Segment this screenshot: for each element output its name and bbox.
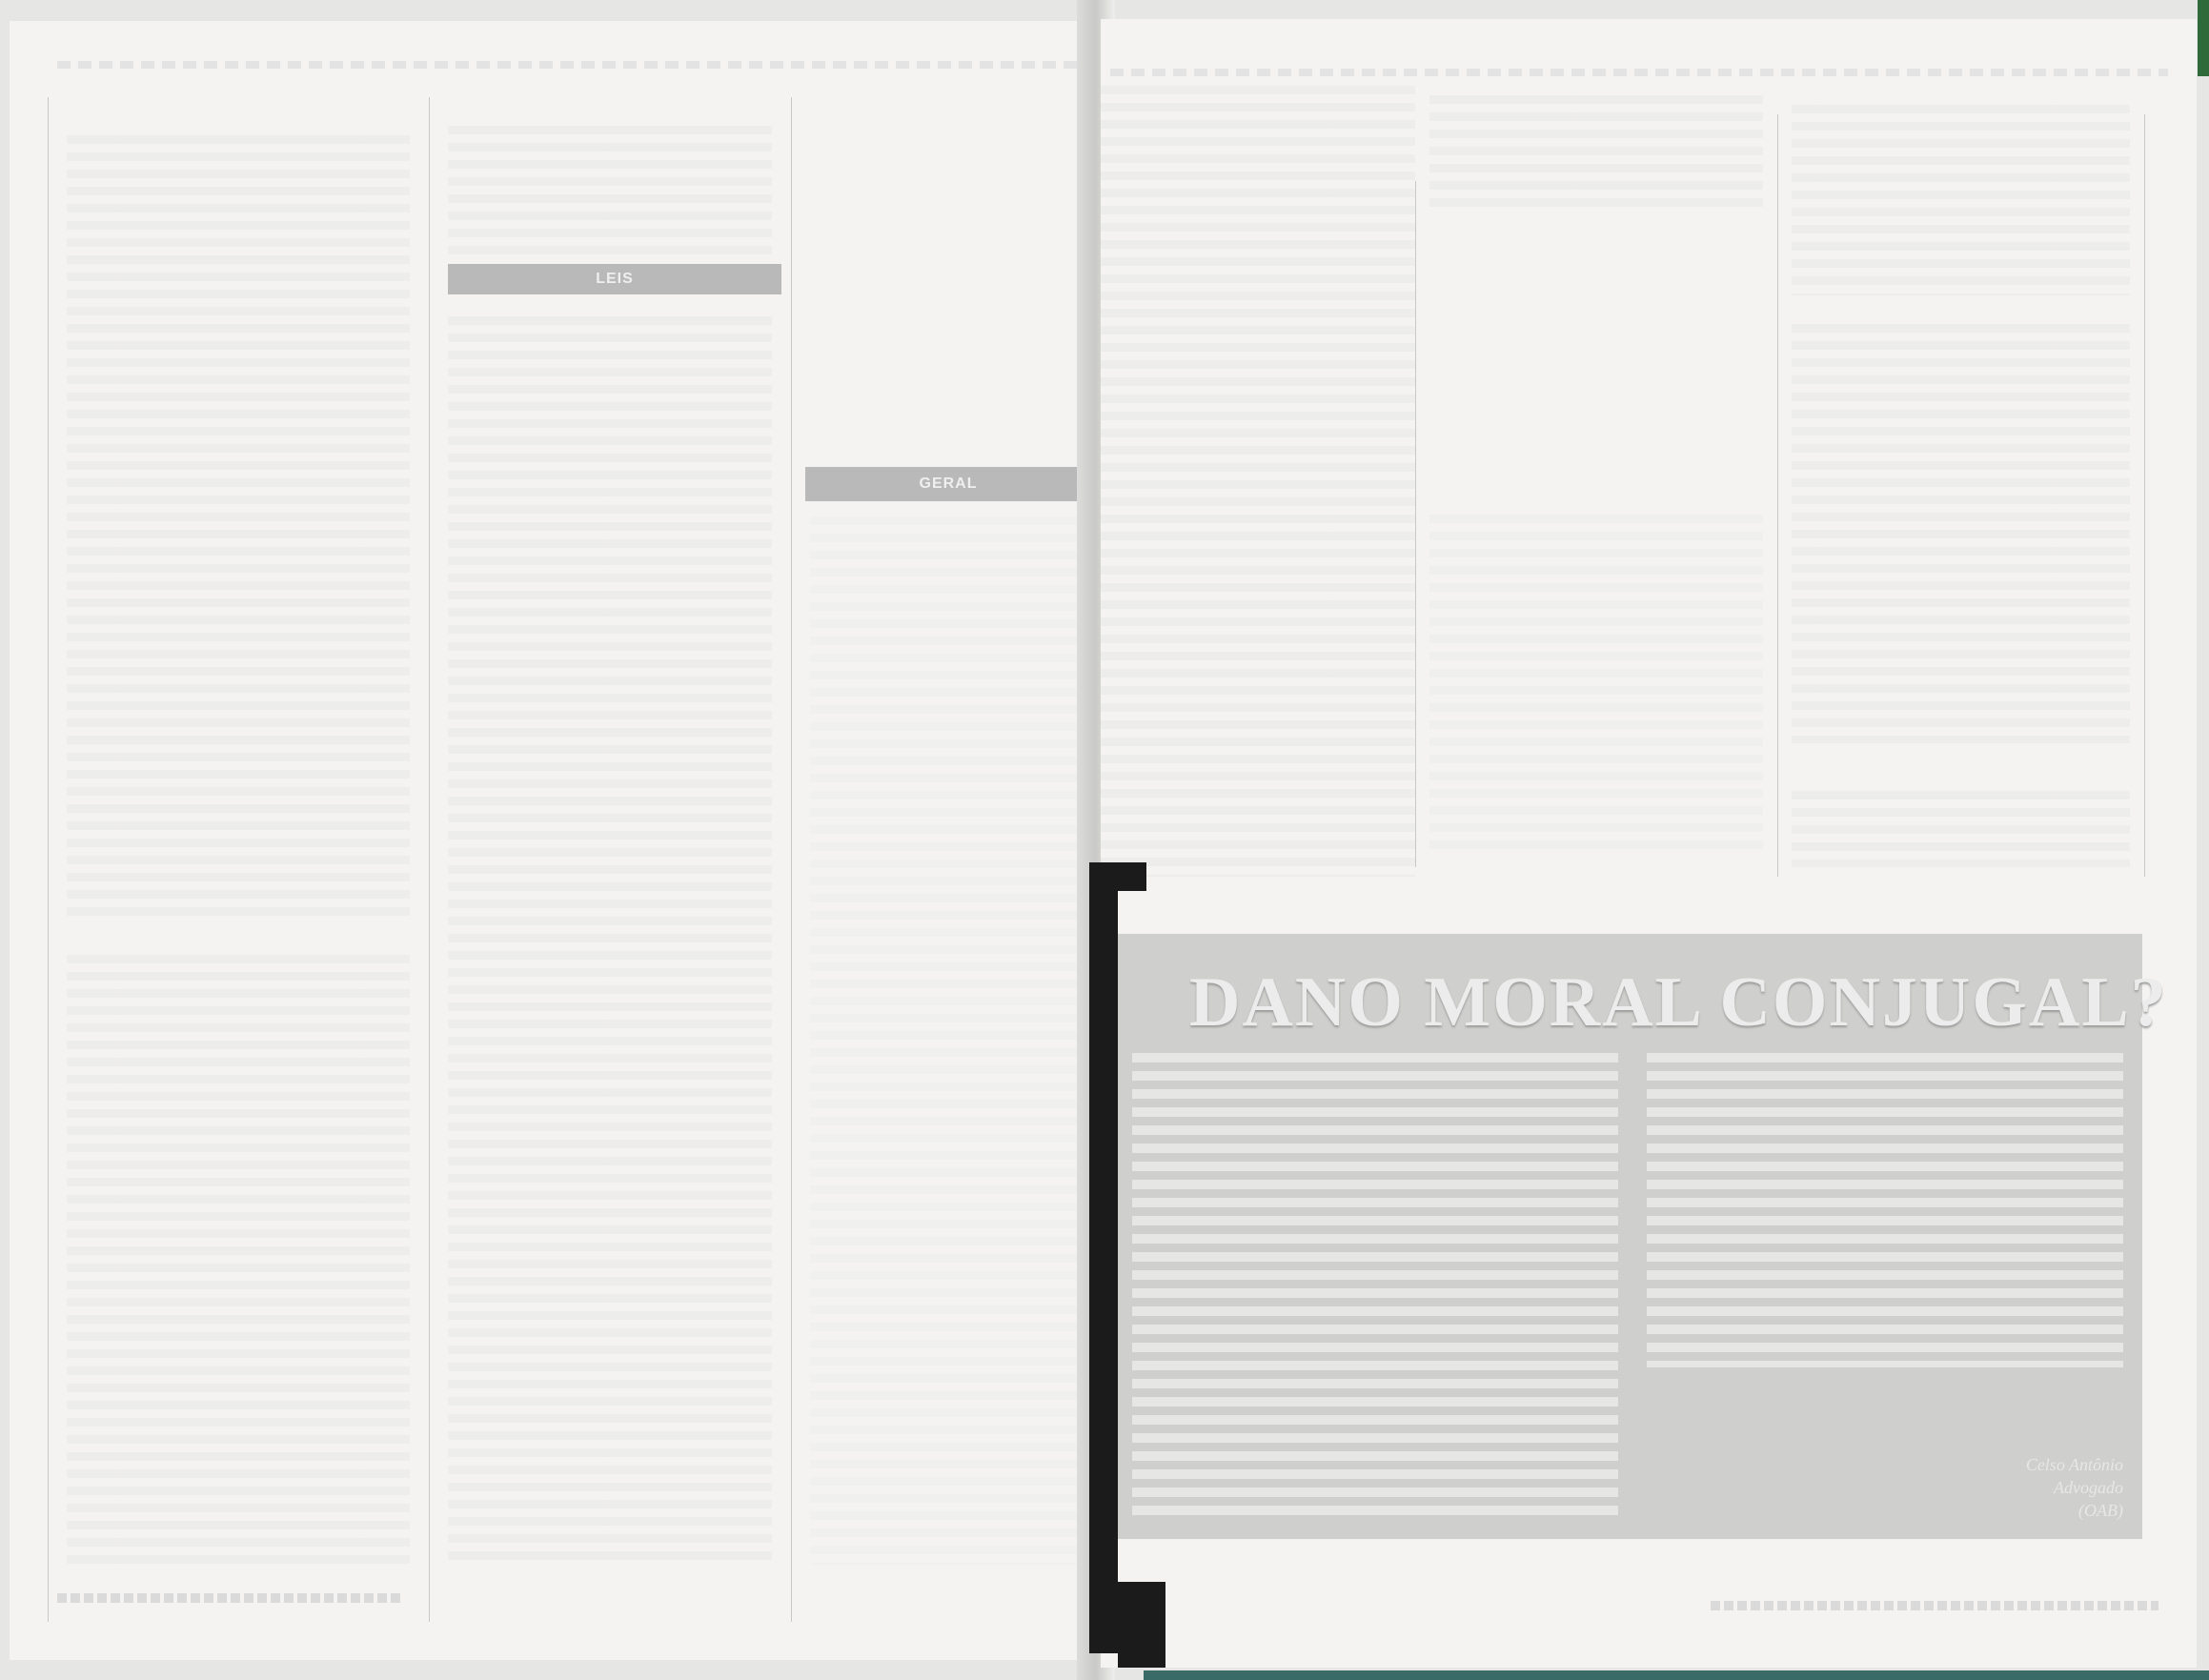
footer-rule — [1711, 1601, 2158, 1610]
signature-line: (OAB) — [2078, 1501, 2123, 1520]
feature-text-column — [1132, 1053, 1618, 1520]
left-page — [10, 21, 1096, 1660]
article-text-column — [810, 516, 1077, 1565]
feature-text-column — [1647, 1053, 2123, 1367]
feature-frame-corner — [1118, 1582, 1165, 1668]
section-label-leis: LEIS — [448, 264, 781, 294]
top-rule — [57, 61, 1086, 69]
article-text-column — [1101, 86, 1415, 877]
feature-title: DANO MORAL CONJUGAL? — [1189, 963, 2168, 1042]
binding-edge — [2198, 0, 2209, 76]
feature-frame-corner — [1089, 862, 1146, 891]
signature-line: Advogado — [2054, 1478, 2123, 1497]
feature-frame-edge — [1089, 891, 1118, 1653]
feature-box — [1113, 934, 2168, 1539]
article-text-column — [1429, 95, 1763, 210]
column-rule — [791, 97, 792, 1622]
footer-rule — [57, 1593, 400, 1603]
article-text-column — [1429, 515, 1763, 858]
article-text-column — [67, 955, 410, 1565]
article-text-column — [448, 316, 772, 1565]
article-text-column — [1792, 324, 2130, 743]
column-rule — [48, 97, 49, 1622]
page-bottom-edge — [1144, 1670, 2209, 1680]
column-rule — [2144, 114, 2145, 877]
column-rule — [1777, 114, 1778, 877]
column-rule — [1415, 181, 1416, 867]
column-rule — [429, 97, 430, 1622]
top-rule — [1110, 69, 2168, 76]
article-text-column — [1792, 791, 2130, 867]
section-label-geral: GERAL — [805, 467, 1091, 501]
article-text-column — [448, 126, 772, 259]
feature-signature — [1818, 1453, 2123, 1522]
signature-line: Celso Antônio — [2025, 1455, 2123, 1474]
article-text-column — [67, 135, 410, 917]
article-text-column — [1792, 105, 2130, 295]
